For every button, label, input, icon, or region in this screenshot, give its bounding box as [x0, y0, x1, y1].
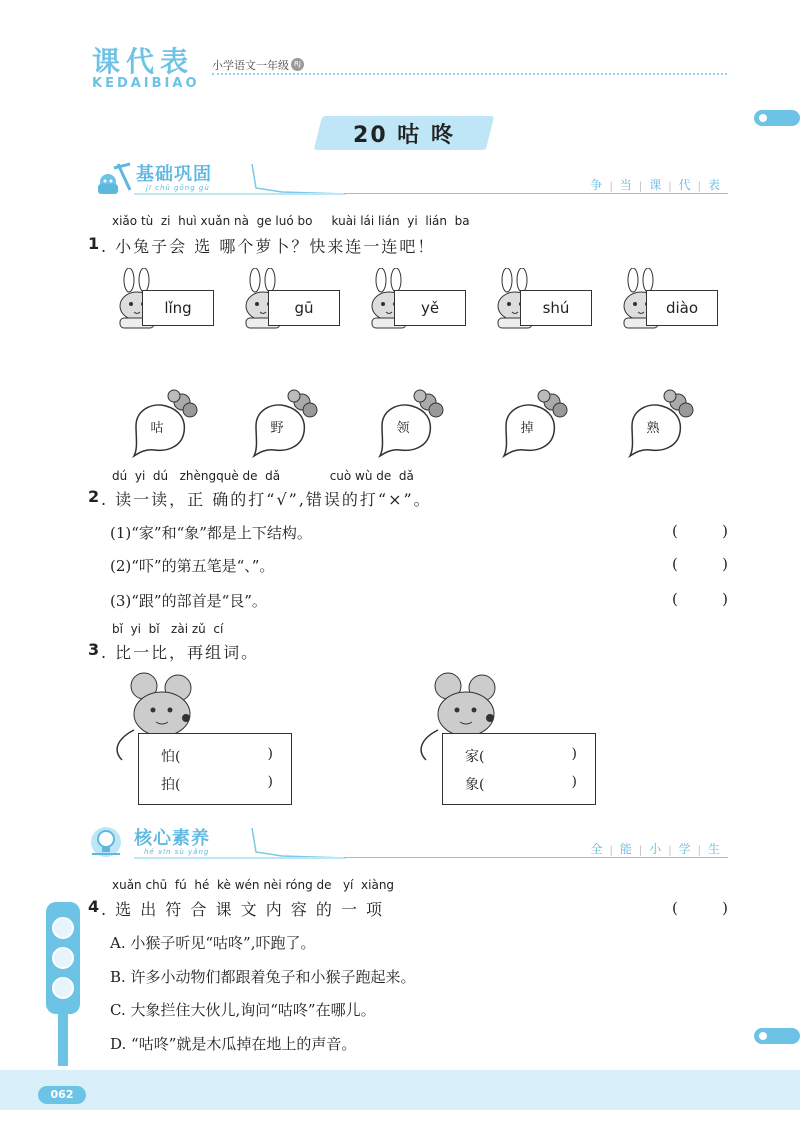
question-number: 3 — [88, 640, 100, 659]
worker-mascot-icon — [88, 160, 136, 196]
rabbit-card — [238, 268, 338, 330]
edition-badge: RJ — [291, 58, 304, 71]
rabbit-card — [112, 268, 212, 330]
question-pinyin: xuǎn chū fú hé kè wén nèi róng de yí xiàng — [112, 878, 395, 892]
answer-paren[interactable]: ( ) — [672, 555, 728, 573]
question-text: . 比一比，再组词。 — [101, 643, 260, 662]
pinyin-card: gū — [268, 290, 340, 326]
option-c[interactable]: C. 大象拦住大伙儿,询问“咕咚”在哪儿。 — [110, 1001, 376, 1019]
slogan: 全| 能| 小| 学| 生 — [590, 840, 722, 857]
radish-char: 咕 — [150, 421, 164, 436]
slogan: 争| 当| 课| 代| 表 — [590, 176, 722, 193]
header-divider — [212, 73, 727, 75]
rabbit-card — [490, 268, 590, 330]
section-frame — [132, 826, 348, 860]
grade-label: 小学语文一年级 — [212, 59, 289, 72]
radish — [500, 386, 572, 458]
section-title-pinyin: hé xīn sù yǎng — [144, 848, 210, 856]
section-title: 核心素养 — [134, 828, 210, 849]
pinyin-card: shú — [520, 290, 592, 326]
footer-band — [0, 1070, 800, 1110]
section-rule — [344, 193, 728, 194]
question-number: 4 — [88, 897, 100, 916]
section-title: 基础巩固 — [136, 164, 212, 185]
radish — [250, 386, 322, 458]
radish — [376, 386, 448, 458]
section-header-core — [88, 824, 728, 860]
question-number: 2 — [88, 487, 100, 506]
statement-item: (3)“跟”的部首是“艮”。 — [110, 592, 267, 610]
brand-title: 课代表 — [92, 45, 195, 78]
question-pinyin: bǐ yi bǐ zài zǔ cí — [112, 622, 224, 636]
pinyin-card: lǐng — [142, 290, 214, 326]
lightbulb-icon — [88, 824, 132, 860]
word-row[interactable]: 象( ) — [465, 774, 577, 793]
page-number: 062 — [38, 1086, 86, 1104]
brand-pinyin: KEDAIBIAO — [92, 76, 200, 91]
radish — [626, 386, 698, 458]
lesson-title: 20 咕 咚 — [353, 123, 455, 148]
statement-item: (1)“家”和“象”都是上下结构。 — [110, 524, 312, 542]
side-tab-bottom — [754, 1028, 800, 1044]
pinyin-card: diào — [646, 290, 718, 326]
section-title-pinyin: jī chǔ gǒng gù — [146, 184, 210, 192]
question-text: . 读一读，正 确的打“√”,错误的打“×”。 — [101, 490, 432, 509]
radish-char: 野 — [270, 421, 284, 436]
question-pinyin: xiǎo tù zi huì xuǎn nà ge luó bo kuài lái lián yi lián ba — [112, 214, 470, 228]
question-pinyin: dú yi dú zhèngquè de dǎ cuò wù de dǎ — [112, 469, 414, 483]
radish-char: 熟 — [646, 421, 660, 436]
question-text: . 小兔子会 选 哪个萝卜？快来连一连吧！ — [101, 237, 436, 256]
rabbit-card — [616, 268, 716, 330]
word-row[interactable]: 家( ) — [465, 746, 577, 765]
rabbit-card — [364, 268, 464, 330]
answer-paren[interactable]: ( ) — [672, 522, 728, 540]
pinyin-card: yě — [394, 290, 466, 326]
word-box — [442, 733, 596, 805]
radish-char: 领 — [396, 421, 410, 436]
question-number: 1 — [88, 234, 100, 253]
section-rule — [344, 857, 728, 858]
answer-paren[interactable]: ( ) — [672, 899, 728, 917]
question-text: . 选 出 符 合 课 文 内 容 的 一 项 — [101, 900, 385, 919]
section-header-basics — [88, 160, 728, 196]
radish — [130, 386, 202, 458]
radish-char: 掉 — [520, 421, 534, 436]
word-row[interactable]: 拍( ) — [161, 774, 273, 793]
word-row[interactable]: 怕( ) — [161, 746, 273, 765]
option-a[interactable]: A. 小猴子听见“咕咚”,吓跑了。 — [110, 934, 316, 952]
section-frame — [132, 162, 348, 196]
option-b[interactable]: B. 许多小动物们都跟着兔子和小猴子跑起来。 — [110, 968, 416, 986]
word-box — [138, 733, 292, 805]
side-tab-top — [754, 110, 800, 126]
option-d[interactable]: D. “咕咚”就是木瓜掉在地上的声音。 — [110, 1035, 357, 1053]
statement-item: (2)“吓”的第五笔是“、”。 — [110, 557, 275, 575]
traffic-light-icon — [44, 898, 84, 1070]
answer-paren[interactable]: ( ) — [672, 590, 728, 608]
